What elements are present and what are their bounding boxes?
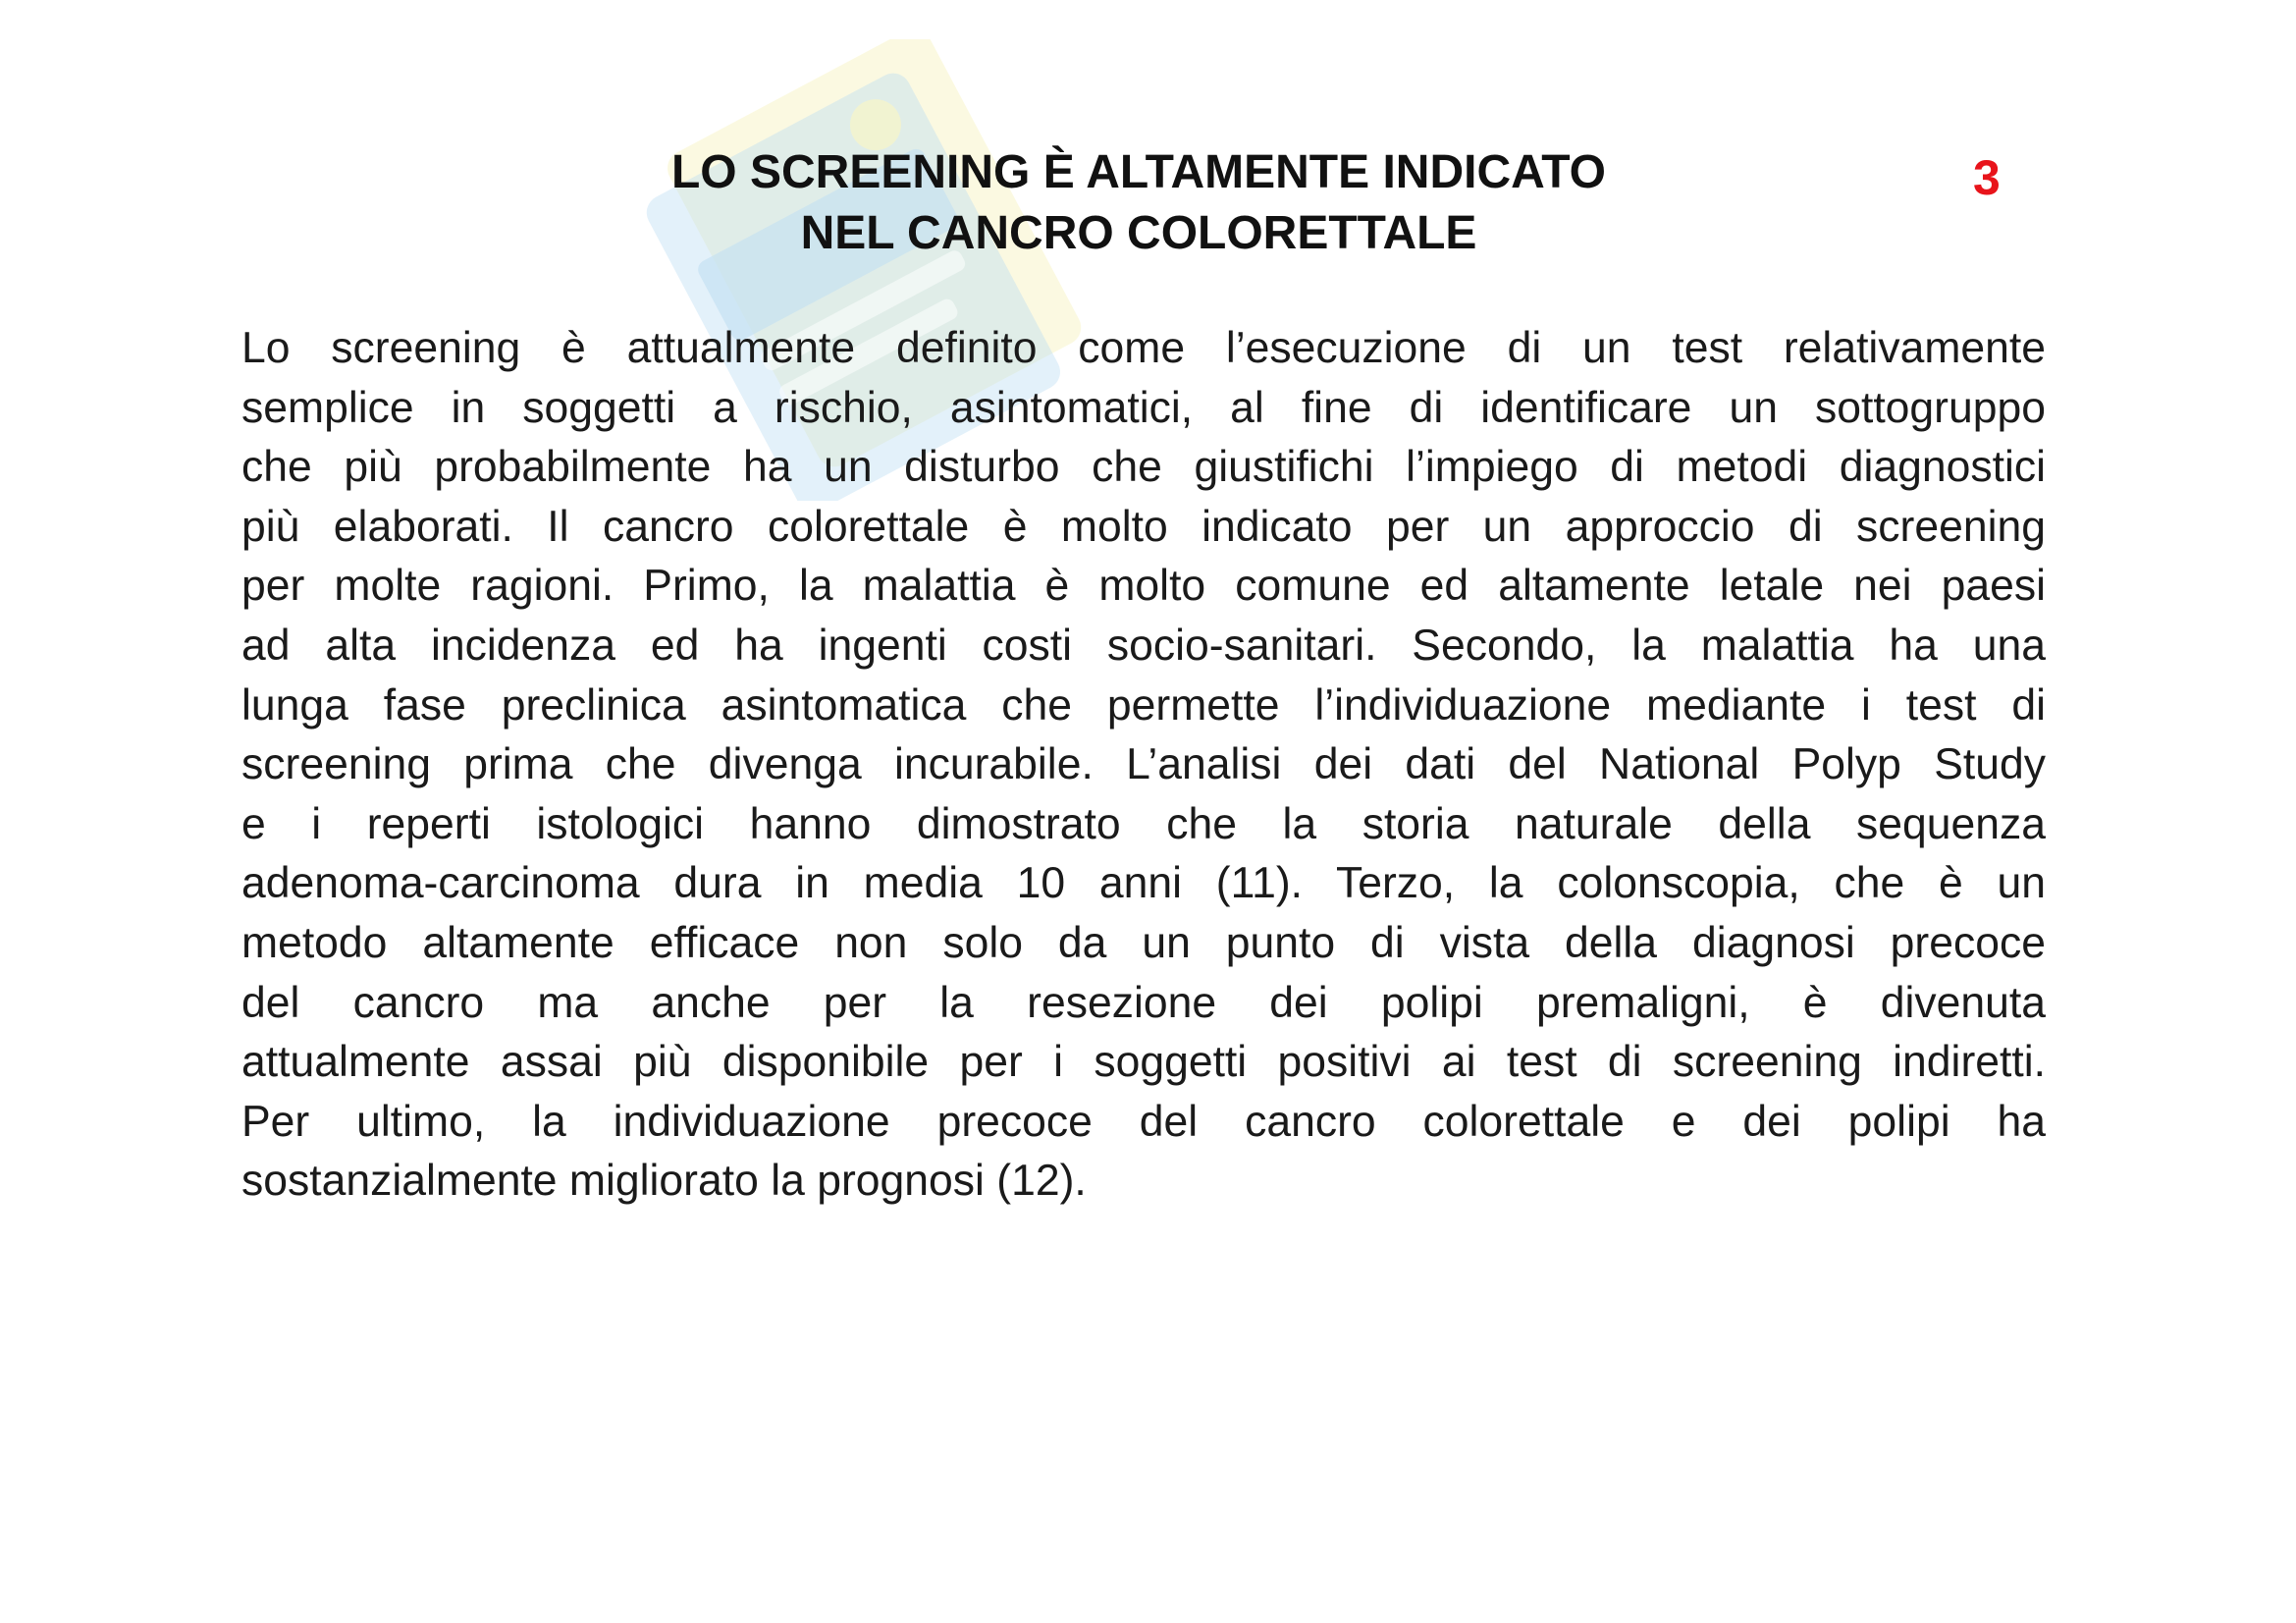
paragraph-line: semplice in soggetti a rischio, asintomatici, al fine di identificare un sottogruppo [241,383,2046,432]
paragraph-line: del cancro ma anche per la resezione dei polipi premaligni, è divenuta [241,978,2046,1027]
body-paragraph [241,319,2046,1212]
paragraph-line: Per ultimo, la individuazione precoce del cancro colorettale e dei polipi ha [241,1097,2046,1146]
paragraph-line: metodo altamente efficace non solo da un punto di vista della diagnosi precoce [241,918,2046,967]
paragraph-line: ad alta incidenza ed ha ingenti costi socio-sanitari. Secondo, la malattia ha una [241,621,2046,670]
paragraph-line: per molte ragioni. Primo, la malattia è molto comune ed altamente letale nei paesi [241,562,2046,611]
title-line-1: LO SCREENING È ALTAMENTE INDICATO [670,146,1606,198]
paragraph-line: adenoma-carcinoma dura in media 10 anni (11). Terzo, la colonscopia, che è un [241,859,2046,908]
title-line-2: NEL CANCRO COLORETTALE [800,207,1477,259]
paragraph-line: sostanzialmente migliorato la prognosi (12). [241,1157,1087,1206]
paragraph-line: e i reperti istologici hanno dimostrato che la storia naturale della sequenza [241,799,2046,848]
paragraph-line: attualmente assai più disponibile per i soggetti positivi ai test di screening indiretti. [241,1038,2046,1087]
paragraph-line: che più probabilmente ha un disturbo che giustifichi l’impiego di metodi diagnostici [241,443,2046,492]
paragraph-line: Lo screening è attualmente definito come l’esecuzione di un test relativamente [241,324,2046,372]
paragraph-line: screening prima che divenga incurabile. L’analisi dei dati del National Polyp Study [241,740,2046,789]
page-number: 3 [1973,150,2001,205]
page-title [550,142,1728,264]
paragraph-line: lunga fase preclinica asintomatica che permette l’individuazione mediante i test di [241,680,2046,730]
paragraph-line: più elaborati. Il cancro colorettale è molto indicato per un approccio di screening [241,502,2046,551]
